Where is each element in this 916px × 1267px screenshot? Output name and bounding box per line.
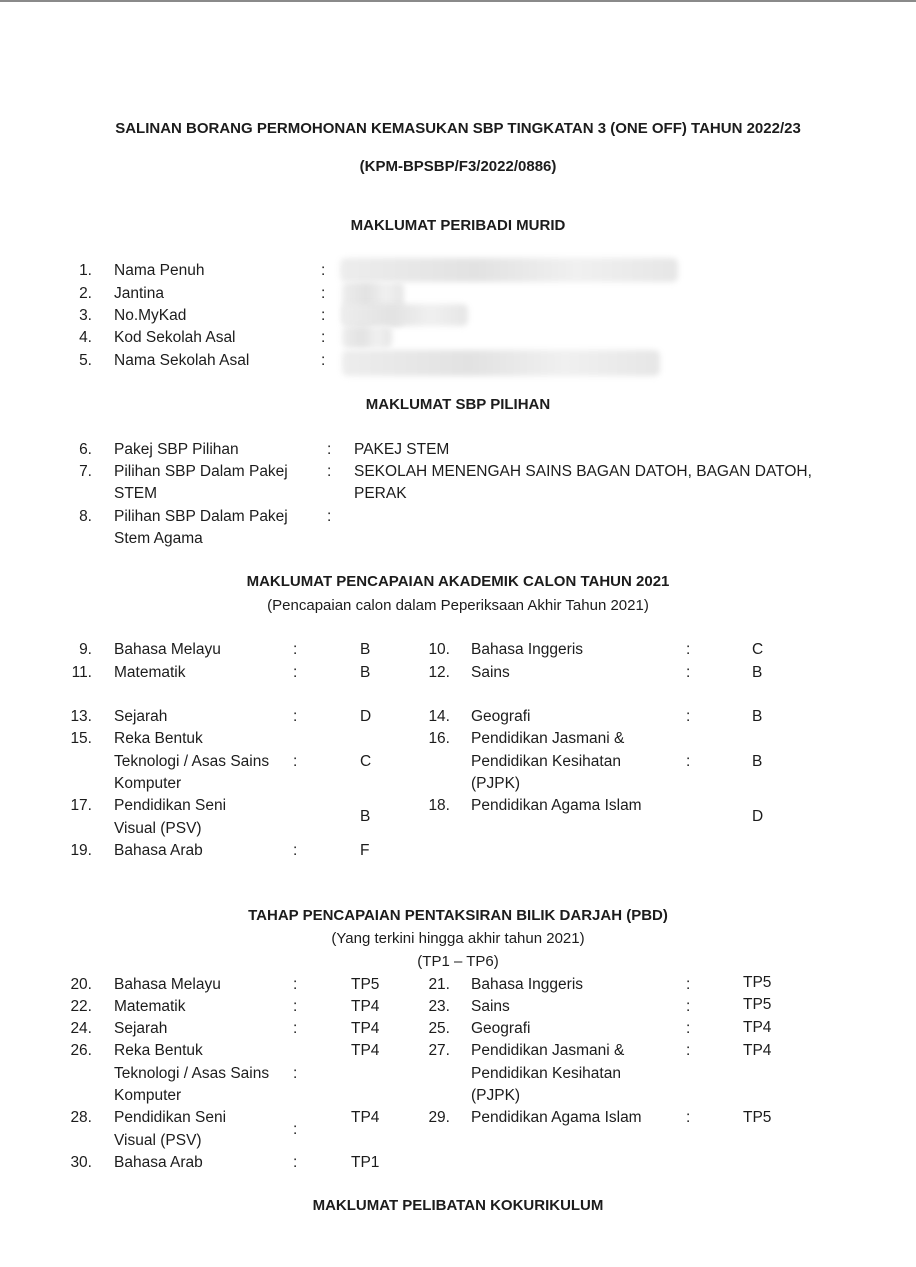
sbp-item-value: SEKOLAH MENENGAH SAINS BAGAN DATOH, BAGAN DATOH, <box>354 463 812 480</box>
colon: : <box>293 1121 298 1138</box>
subject-label: Pendidikan Jasmani & <box>471 730 625 747</box>
personal-item-label: Nama Penuh <box>114 262 205 279</box>
subject-tp-level: TP4 <box>743 1042 772 1059</box>
colon: : <box>686 998 691 1015</box>
subject-number: 29. <box>428 1109 450 1126</box>
subject-label: Geografi <box>471 1020 531 1037</box>
subject-number: 25. <box>428 1020 450 1037</box>
subject-number: 21. <box>428 976 450 993</box>
subject-grade: D <box>360 708 372 725</box>
sbp-item-label: Pilihan SBP Dalam Pakej <box>114 508 288 525</box>
personal-item-number: 3. <box>79 307 92 324</box>
personal-item-label: Nama Sekolah Asal <box>114 352 250 369</box>
subject-number: 26. <box>70 1042 92 1059</box>
redacted-school-code <box>342 326 392 348</box>
colon: : <box>686 664 691 681</box>
subject-label: Pendidikan Agama Islam <box>471 1109 642 1126</box>
subject-label: Teknologi / Asas Sains <box>114 753 270 770</box>
subject-tp-level: TP1 <box>351 1154 380 1171</box>
colon: : <box>327 463 332 480</box>
subject-number: 9. <box>79 641 92 658</box>
subject-label: Geografi <box>471 708 531 725</box>
colon: : <box>686 641 691 658</box>
document-title: SALINAN BORANG PERMOHONAN KEMASUKAN SBP TINGKATAN 3 (ONE OFF) TAHUN 2022/23 <box>115 120 801 137</box>
subject-label: Visual (PSV) <box>114 820 202 837</box>
colon: : <box>327 441 332 458</box>
personal-item-number: 5. <box>79 352 92 369</box>
subject-label: Komputer <box>114 775 182 792</box>
subject-number: 13. <box>70 708 92 725</box>
section-subheading-pbd: (Yang terkini hingga akhir tahun 2021) <box>331 930 585 947</box>
subject-tp-level: TP4 <box>351 1109 380 1126</box>
colon: : <box>293 1020 298 1037</box>
subject-label: Bahasa Inggeris <box>471 976 584 993</box>
subject-number: 18. <box>428 797 450 814</box>
subject-number: 19. <box>70 842 92 859</box>
colon: : <box>293 641 298 658</box>
subject-label: Reka Bentuk <box>114 730 203 747</box>
sbp-item-label: Pakej SBP Pilihan <box>114 441 239 458</box>
colon: : <box>327 508 332 525</box>
subject-grade: B <box>752 664 763 681</box>
subject-label: Bahasa Melayu <box>114 641 221 658</box>
subject-number: 12. <box>428 664 450 681</box>
subject-label: Pendidikan Jasmani & <box>471 1042 625 1059</box>
subject-label: Pendidikan Seni <box>114 1109 227 1126</box>
colon: : <box>293 753 298 770</box>
subject-tp-level: TP4 <box>351 998 380 1015</box>
subject-number: 16. <box>428 730 450 747</box>
subject-number: 10. <box>428 641 450 658</box>
subject-number: 11. <box>71 664 92 681</box>
subject-grade: B <box>752 753 763 770</box>
colon: : <box>293 1154 298 1171</box>
colon: : <box>293 842 298 859</box>
subject-label: Komputer <box>114 1087 182 1104</box>
redacted-mykad <box>342 304 468 326</box>
colon: : <box>686 1109 691 1126</box>
personal-item-number: 4. <box>79 329 92 346</box>
subject-number: 24. <box>70 1020 92 1037</box>
subject-label: Pendidikan Kesihatan <box>471 1065 621 1082</box>
subject-label: Matematik <box>114 998 186 1015</box>
colon: : <box>293 708 298 725</box>
personal-item-label: Kod Sekolah Asal <box>114 329 236 346</box>
personal-item-number: 2. <box>79 285 92 302</box>
colon: : <box>686 976 691 993</box>
sbp-item-label: Pilihan SBP Dalam Pakej <box>114 463 288 480</box>
colon: : <box>686 708 691 725</box>
subject-label: Sejarah <box>114 1020 168 1037</box>
subject-label: Pendidikan Seni <box>114 797 227 814</box>
subject-number: 15. <box>70 730 92 747</box>
subject-tp-level: TP5 <box>351 976 380 993</box>
section-heading-sbp: MAKLUMAT SBP PILIHAN <box>365 396 551 413</box>
page-top-border <box>0 0 916 2</box>
subject-number: 14. <box>428 708 450 725</box>
subject-number: 28. <box>70 1109 92 1126</box>
section-subheading-pbd-range: (TP1 – TP6) <box>417 953 499 970</box>
subject-tp-level: TP4 <box>351 1042 380 1059</box>
section-heading-pbd: TAHAP PENCAPAIAN PENTAKSIRAN BILIK DARJAH (PBD) <box>248 907 668 924</box>
subject-label: Pendidikan Agama Islam <box>471 797 642 814</box>
colon: : <box>321 329 326 346</box>
subject-label: Matematik <box>114 664 186 681</box>
subject-tp-level: TP5 <box>743 974 772 991</box>
sbp-item-number: 6. <box>79 441 92 458</box>
subject-grade: C <box>360 753 372 770</box>
colon: : <box>293 998 298 1015</box>
subject-label: Reka Bentuk <box>114 1042 203 1059</box>
colon: : <box>321 307 326 324</box>
subject-number: 23. <box>428 998 450 1015</box>
subject-tp-level: TP4 <box>743 1019 772 1036</box>
subject-tp-level: TP4 <box>351 1020 380 1037</box>
section-subheading-akademik: (Pencapaian calon dalam Peperiksaan Akhir Tahun 2021) <box>267 597 649 614</box>
subject-grade: B <box>752 708 763 725</box>
subject-number: 22. <box>70 998 92 1015</box>
personal-item-number: 1. <box>79 262 92 279</box>
subject-grade: B <box>360 641 371 658</box>
colon: : <box>293 664 298 681</box>
subject-grade: C <box>752 641 764 658</box>
subject-grade: B <box>360 664 371 681</box>
colon: : <box>293 976 298 993</box>
section-heading-akademik: MAKLUMAT PENCAPAIAN AKADEMIK CALON TAHUN 2021 <box>246 573 670 590</box>
subject-tp-level: TP5 <box>743 1109 772 1126</box>
subject-label: Bahasa Melayu <box>114 976 221 993</box>
subject-label: Pendidikan Kesihatan <box>471 753 621 770</box>
sbp-item-number: 8. <box>79 508 92 525</box>
subject-tp-level: TP5 <box>743 996 772 1013</box>
sbp-item-label: STEM <box>114 485 158 502</box>
subject-grade: F <box>360 842 370 859</box>
subject-label: Bahasa Arab <box>114 1154 203 1171</box>
subject-grade: B <box>360 808 371 825</box>
subject-label: Sains <box>471 664 510 681</box>
sbp-item-number: 7. <box>79 463 92 480</box>
section-heading-kokurikulum: MAKLUMAT PELIBATAN KOKURIKULUM <box>312 1197 604 1214</box>
sbp-item-label: Stem Agama <box>114 530 203 547</box>
sbp-item-value: PERAK <box>354 485 407 502</box>
subject-grade: D <box>752 808 764 825</box>
colon: : <box>686 1020 691 1037</box>
subject-label: (PJPK) <box>471 1087 521 1104</box>
subject-number: 20. <box>70 976 92 993</box>
colon: : <box>686 753 691 770</box>
subject-number: 17. <box>70 797 92 814</box>
subject-number: 30. <box>70 1154 92 1171</box>
colon: : <box>686 1042 691 1059</box>
colon: : <box>321 262 326 279</box>
subject-label: Teknologi / Asas Sains <box>114 1065 270 1082</box>
personal-item-label: Jantina <box>114 285 164 302</box>
colon: : <box>293 1065 298 1082</box>
subject-number: 27. <box>428 1042 450 1059</box>
redacted-full-name <box>340 258 678 282</box>
subject-label: Bahasa Arab <box>114 842 203 859</box>
subject-label: (PJPK) <box>471 775 521 792</box>
sbp-item-value: PAKEJ STEM <box>354 441 450 458</box>
colon: : <box>321 285 326 302</box>
subject-label: Bahasa Inggeris <box>471 641 584 658</box>
section-heading-peribadi: MAKLUMAT PERIBADI MURID <box>350 217 566 234</box>
colon: : <box>321 352 326 369</box>
redacted-school-name <box>342 350 660 376</box>
subject-label: Sejarah <box>114 708 168 725</box>
document-reference: (KPM-BPSBP/F3/2022/0886) <box>359 158 557 175</box>
subject-label: Sains <box>471 998 510 1015</box>
personal-item-label: No.MyKad <box>114 307 187 324</box>
subject-label: Visual (PSV) <box>114 1132 202 1149</box>
